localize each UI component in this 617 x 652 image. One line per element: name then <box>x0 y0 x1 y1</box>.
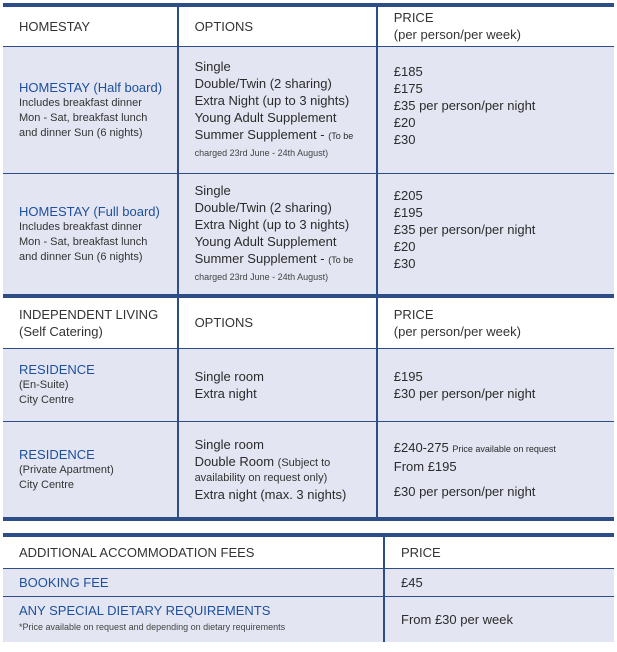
residence-ensuite-description <box>3 348 178 421</box>
half-board-desc-2: Mon - Sat, breakfast lunch <box>19 111 148 124</box>
residence-apartment-price-single <box>394 439 614 458</box>
half-board-option-single: Single <box>194 58 231 74</box>
price-header-label: PRICE <box>393 10 434 26</box>
booking-fee-row <box>3 568 614 596</box>
half-board-options <box>178 46 377 173</box>
full-board-price-extra-night: £35 per person/per night <box>393 222 536 238</box>
residence-ensuite-option-single: Single room <box>194 368 264 384</box>
booking-fee-label: BOOKING FEE <box>3 568 384 596</box>
fees-header: ADDITIONAL ACCOMMODATION FEES <box>3 535 384 568</box>
residence-ensuite-title: RESIDENCE <box>19 362 95 377</box>
residence-ensuite-option-extra-night: Extra night <box>194 385 257 401</box>
half-board-option-summer <box>195 126 376 145</box>
half-board-description <box>3 46 178 173</box>
residence-apartment-price-single-value: £240-275 <box>393 439 453 455</box>
half-board-summer-label: Summer Supplement - <box>194 126 329 142</box>
full-board-title: HOMESTAY (Full board) <box>19 203 160 219</box>
residence-ensuite-price-extra-night: £30 per person/per night <box>393 385 536 401</box>
residence-ensuite-row <box>3 348 614 421</box>
half-board-price-extra-night: £35 per person/per night <box>393 98 536 113</box>
full-board-prices <box>377 173 614 296</box>
residence-apartment-option-single: Single room <box>194 436 264 452</box>
half-board-summer-note-b: charged 23rd June - 24th August) <box>194 147 329 158</box>
fees-header-row <box>3 535 614 568</box>
half-board-desc-3: and dinner Sun (6 nights) <box>19 126 143 139</box>
residence-apartment-price-single-note: Price available on request <box>452 443 556 454</box>
independent-header <box>3 296 178 348</box>
dietary-description <box>3 596 384 642</box>
full-board-summer-label: Summer Supplement - <box>194 250 329 266</box>
full-board-options <box>178 173 377 296</box>
homestay-header-row <box>3 5 614 46</box>
independent-price-header <box>377 296 614 348</box>
independent-header-row <box>3 296 614 348</box>
residence-apartment-double-label: Double Room <box>194 453 278 469</box>
full-board-price-single: £205 <box>393 188 423 204</box>
half-board-desc-1: Includes breakfast dinner <box>19 96 142 109</box>
full-board-summer-note-b: charged 23rd June - 24th August) <box>194 271 329 282</box>
independent-header-sub: (Self Catering) <box>19 323 103 339</box>
accommodation-table <box>3 3 614 521</box>
residence-apartment-row <box>3 421 614 519</box>
independent-price-unit: (per person/per week) <box>393 323 521 339</box>
half-board-option-extra-night: Extra Night (up to 3 nights) <box>194 92 350 108</box>
residence-apartment-price-extra-night: £30 per person/per night <box>393 483 536 499</box>
residence-apartment-prices <box>377 421 614 519</box>
residence-ensuite-price-single: £195 <box>393 368 423 384</box>
residence-ensuite-options <box>178 348 377 421</box>
residence-apartment-sub: (Private Apartment) <box>19 463 114 476</box>
half-board-option-double: Double/Twin (2 sharing) <box>194 75 332 91</box>
residence-ensuite-location: City Centre <box>19 394 75 406</box>
independent-price-label: PRICE <box>393 306 434 322</box>
full-board-row <box>3 173 614 296</box>
price-header-unit: (per person/per week) <box>393 27 521 43</box>
residence-apartment-title: RESIDENCE <box>19 446 95 462</box>
full-board-option-summer <box>195 250 376 269</box>
residence-apartment-option-double <box>195 453 376 471</box>
fees-price-header: PRICE <box>384 535 614 568</box>
half-board-price-summer: £30 <box>393 132 416 147</box>
homestay-header: HOMESTAY <box>3 5 178 46</box>
residence-apartment-double-note-b: availability on request only) <box>194 471 328 484</box>
residence-apartment-price-double: From £195 <box>393 458 457 474</box>
residence-apartment-option-extra-night: Extra night (max. 3 nights) <box>194 486 347 502</box>
residence-ensuite-prices <box>377 348 614 421</box>
full-board-price-young-adult: £20 <box>393 239 416 255</box>
full-board-price-double: £195 <box>393 205 423 221</box>
dietary-note: *Price available on request and depending on dietary requirements <box>19 622 286 633</box>
half-board-price-double: £175 <box>393 81 423 96</box>
residence-apartment-double-note-a: (Subject to <box>277 456 331 469</box>
half-board-summer-note-a: (To be <box>328 130 354 141</box>
dietary-label: ANY SPECIAL DIETARY REQUIREMENTS <box>19 603 271 619</box>
residence-apartment-options <box>178 421 377 519</box>
residence-ensuite-sub: (En-Suite) <box>19 379 69 391</box>
full-board-option-extra-night: Extra Night (up to 3 nights) <box>194 216 350 232</box>
accommodation-page <box>0 3 617 652</box>
independent-options-header: OPTIONS <box>178 296 377 348</box>
full-board-option-young-adult: Young Adult Supplement <box>194 233 337 249</box>
half-board-price-young-adult: £20 <box>393 115 416 130</box>
dietary-price: From £30 per week <box>384 596 614 642</box>
options-header: OPTIONS <box>178 5 377 46</box>
full-board-summer-note-a: (To be <box>328 254 354 265</box>
residence-apartment-location: City Centre <box>19 478 75 491</box>
price-header <box>377 5 614 46</box>
full-board-option-single: Single <box>194 182 231 198</box>
fees-table <box>3 533 614 642</box>
half-board-price-single: £185 <box>393 64 423 79</box>
full-board-desc-1: Includes breakfast dinner <box>19 220 142 233</box>
half-board-option-young-adult: Young Adult Supplement <box>194 109 337 125</box>
residence-apartment-description <box>3 421 178 519</box>
booking-fee-price: £45 <box>384 568 614 596</box>
full-board-price-summer: £30 <box>393 256 416 272</box>
full-board-option-double: Double/Twin (2 sharing) <box>194 199 332 215</box>
full-board-desc-3: and dinner Sun (6 nights) <box>19 250 143 263</box>
half-board-prices <box>377 46 614 173</box>
independent-header-label: INDEPENDENT LIVING <box>19 306 159 322</box>
dietary-row <box>3 596 614 642</box>
full-board-description <box>3 173 178 296</box>
half-board-title: HOMESTAY (Half board) <box>19 79 163 95</box>
full-board-desc-2: Mon - Sat, breakfast lunch <box>19 235 148 248</box>
half-board-row <box>3 46 614 173</box>
